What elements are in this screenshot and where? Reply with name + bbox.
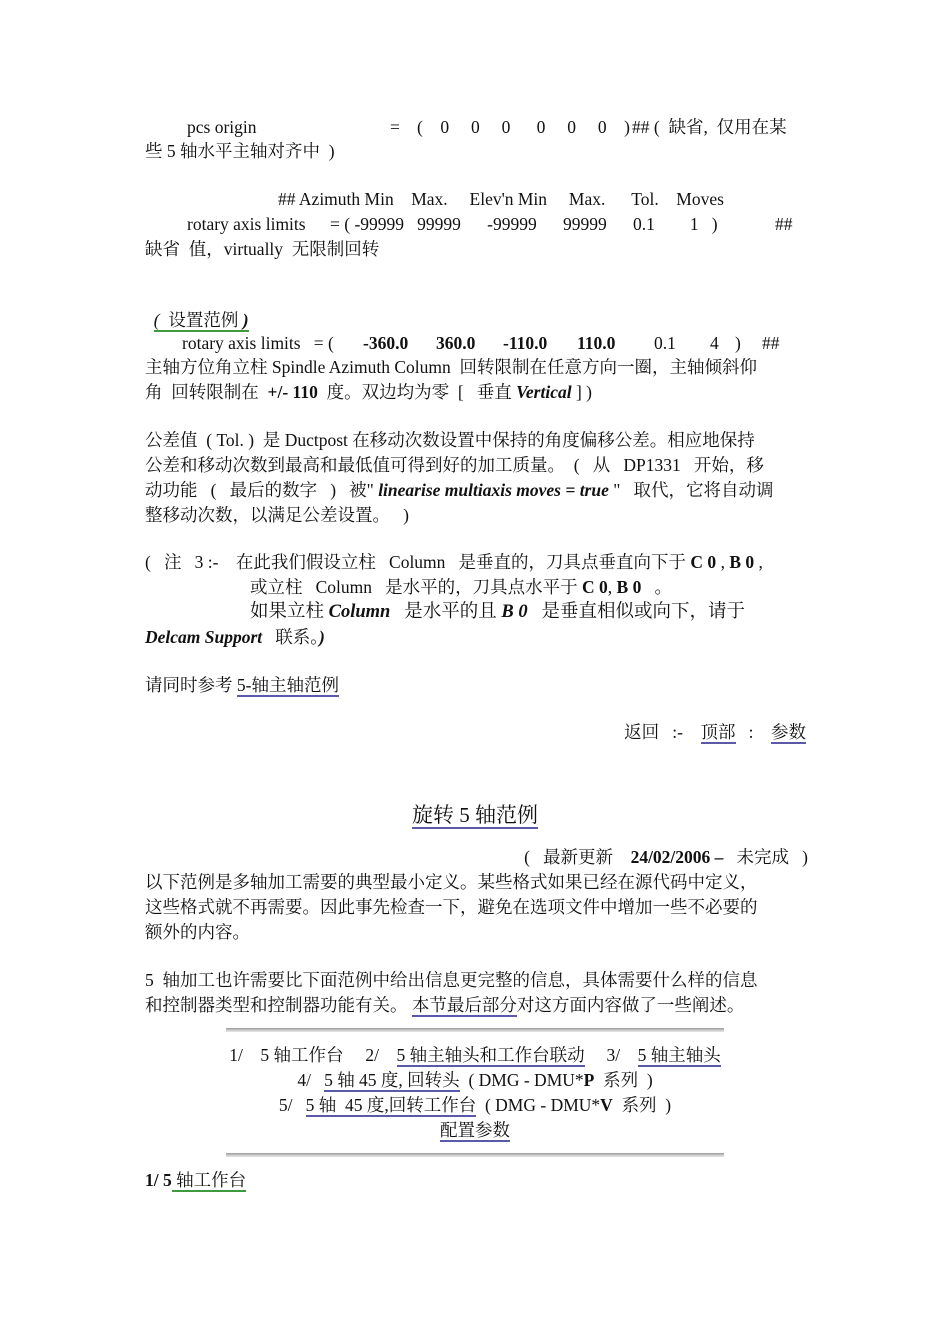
intro-line: 额外的内容。 [145, 922, 250, 942]
tol-para-line: 公差值 ( Tol. ) 是 Ductpost 在移动次数设置中保持的角度偏移公差。相应地保持 [145, 430, 755, 450]
note-line: ( 注 3 :- 在此我们假设立柱 Column 是垂直的，刀具点垂直向下于 C 0 , B 0 , [145, 552, 763, 572]
note-line: 如果立柱 Column 是水平的且 B 0 是垂直相似或向下，请于 [250, 602, 745, 622]
divider [226, 1153, 724, 1157]
link-45-head[interactable]: 5 轴 45 度, 回转头 [324, 1070, 460, 1090]
divider [226, 1028, 724, 1032]
tol-para-line: 动功能 ( 最后的数字 ) 被" linearise multiaxis moves = true " 取代，它将自动调 [145, 480, 774, 500]
tol-para-line: 公差和移动次数到最高和最低值可得到好的加工质量。 ( 从 DP1331 开始，移 [145, 455, 764, 475]
rotary-example-desc-2: 角 回转限制在 +/- 110 度。双边均为零 [ 垂直 Vertical ] ) [145, 382, 592, 402]
rotary-default-values: = ( -99999 99999 -99999 99999 0.1 1 ) [330, 214, 718, 234]
pcs-origin-label: pcs origin [187, 117, 257, 137]
rotary-example-v4: 110.0 [577, 333, 616, 353]
rotary-header: ## Azimuth Min Max. Elev'n Min Max. Tol. Moves [278, 189, 724, 209]
pcs-origin-eq: = [390, 117, 400, 137]
rotary-example-hash: ## [762, 333, 780, 353]
pcs-origin-comment-cont: 些 5 轴水平主轴对齐中 ) [145, 141, 335, 161]
intro-line: 以下范例是多轴加工需要的典型最小定义。某些格式如果已经在源代码中定义， [145, 872, 758, 892]
rotary-default-comment: 缺省 值，virtually 无限制回转 [145, 239, 380, 259]
rotary-example-close: ) [735, 333, 741, 353]
rotary-example-v6: 4 [710, 333, 719, 353]
toc-row: 1/ 5 轴工作台 2/ 5 轴主轴头和工作台联动 3/ 5 轴主轴头 [229, 1045, 721, 1065]
see-also: 请同时参考 5-轴主轴范例 [145, 675, 339, 695]
link-config-params[interactable]: 配置参数 [440, 1120, 510, 1140]
link-45-table[interactable]: 5 轴 45 度,回转工作台 [305, 1095, 477, 1115]
intro-line: 5 轴加工也许需要比下面范例中给出信息更完整的信息，具体需要什么样的信息 [145, 970, 758, 990]
pcs-origin-comment: ## ( 缺省, 仅用在某 [632, 117, 787, 137]
link-parameters[interactable]: 参数 [771, 722, 806, 742]
sub-heading: 1/ 5 轴工作台 [145, 1170, 247, 1190]
note-line: 或立柱 Column 是水平的，刀具点水平于 C 0, B 0 。 [250, 577, 672, 597]
back-nav: 返回 :- 顶部 : 参数 [624, 722, 806, 742]
rotary-example-v1: -360.0 [363, 333, 409, 353]
link-5-axis-head[interactable]: 5 轴主轴头 [637, 1045, 721, 1065]
rotary-default-hash: ## [775, 214, 793, 234]
link-head-table[interactable]: 5 轴主轴头和工作台联动 [396, 1045, 585, 1065]
example-heading[interactable]: ( 设置范例 ) [153, 310, 249, 330]
link-5-axis-table[interactable]: 轴工作台 [171, 1170, 247, 1190]
toc-row [0, 1118, 950, 1142]
section-title: 旋转 5 轴范例 [412, 803, 538, 827]
note-line: Delcam Support 联系。) [145, 627, 325, 647]
intro-line: 这些格式就不再需要。因此事先检查一下，避免在选项文件中增加一些不必要的 [145, 897, 758, 917]
link-5-axis-spindle-example[interactable]: 5-轴主轴范例 [236, 675, 339, 695]
tol-para-line: 整移动次数，以满足公差设置。 ) [145, 505, 409, 525]
link-end-of-section[interactable]: 本节最后部分 [411, 995, 517, 1015]
rotary-example-v5: 0.1 [654, 333, 676, 353]
toc-row: 4/ 5 轴 45 度, 回转头 ( DMG - DMU*P 系列 ) [297, 1070, 653, 1090]
rotary-default-label: rotary axis limits [187, 214, 306, 234]
last-updated: ( 最新更新 24/02/2006 – 未完成 ) [524, 847, 808, 867]
rotary-example-v2: 360.0 [436, 333, 476, 353]
rotary-example-desc: 主轴方位角立柱 Spindle Azimuth Column 回转限制在任意方向一圈，主轴倾斜仰 [145, 357, 758, 377]
pcs-origin-values: ( 0 0 0 0 0 0 ) [417, 117, 630, 137]
toc-row: 5/ 5 轴 45 度,回转工作台 ( DMG - DMU*V 系列 ) [278, 1095, 672, 1115]
rotary-example-label: rotary axis limits = ( [182, 333, 334, 353]
intro-line: 和控制器类型和控制器功能有关。 本节最后部分对这方面内容做了一些阐述。 [145, 995, 745, 1015]
rotary-example-v3: -110.0 [503, 333, 548, 353]
link-top[interactable]: 顶部 [700, 722, 736, 742]
